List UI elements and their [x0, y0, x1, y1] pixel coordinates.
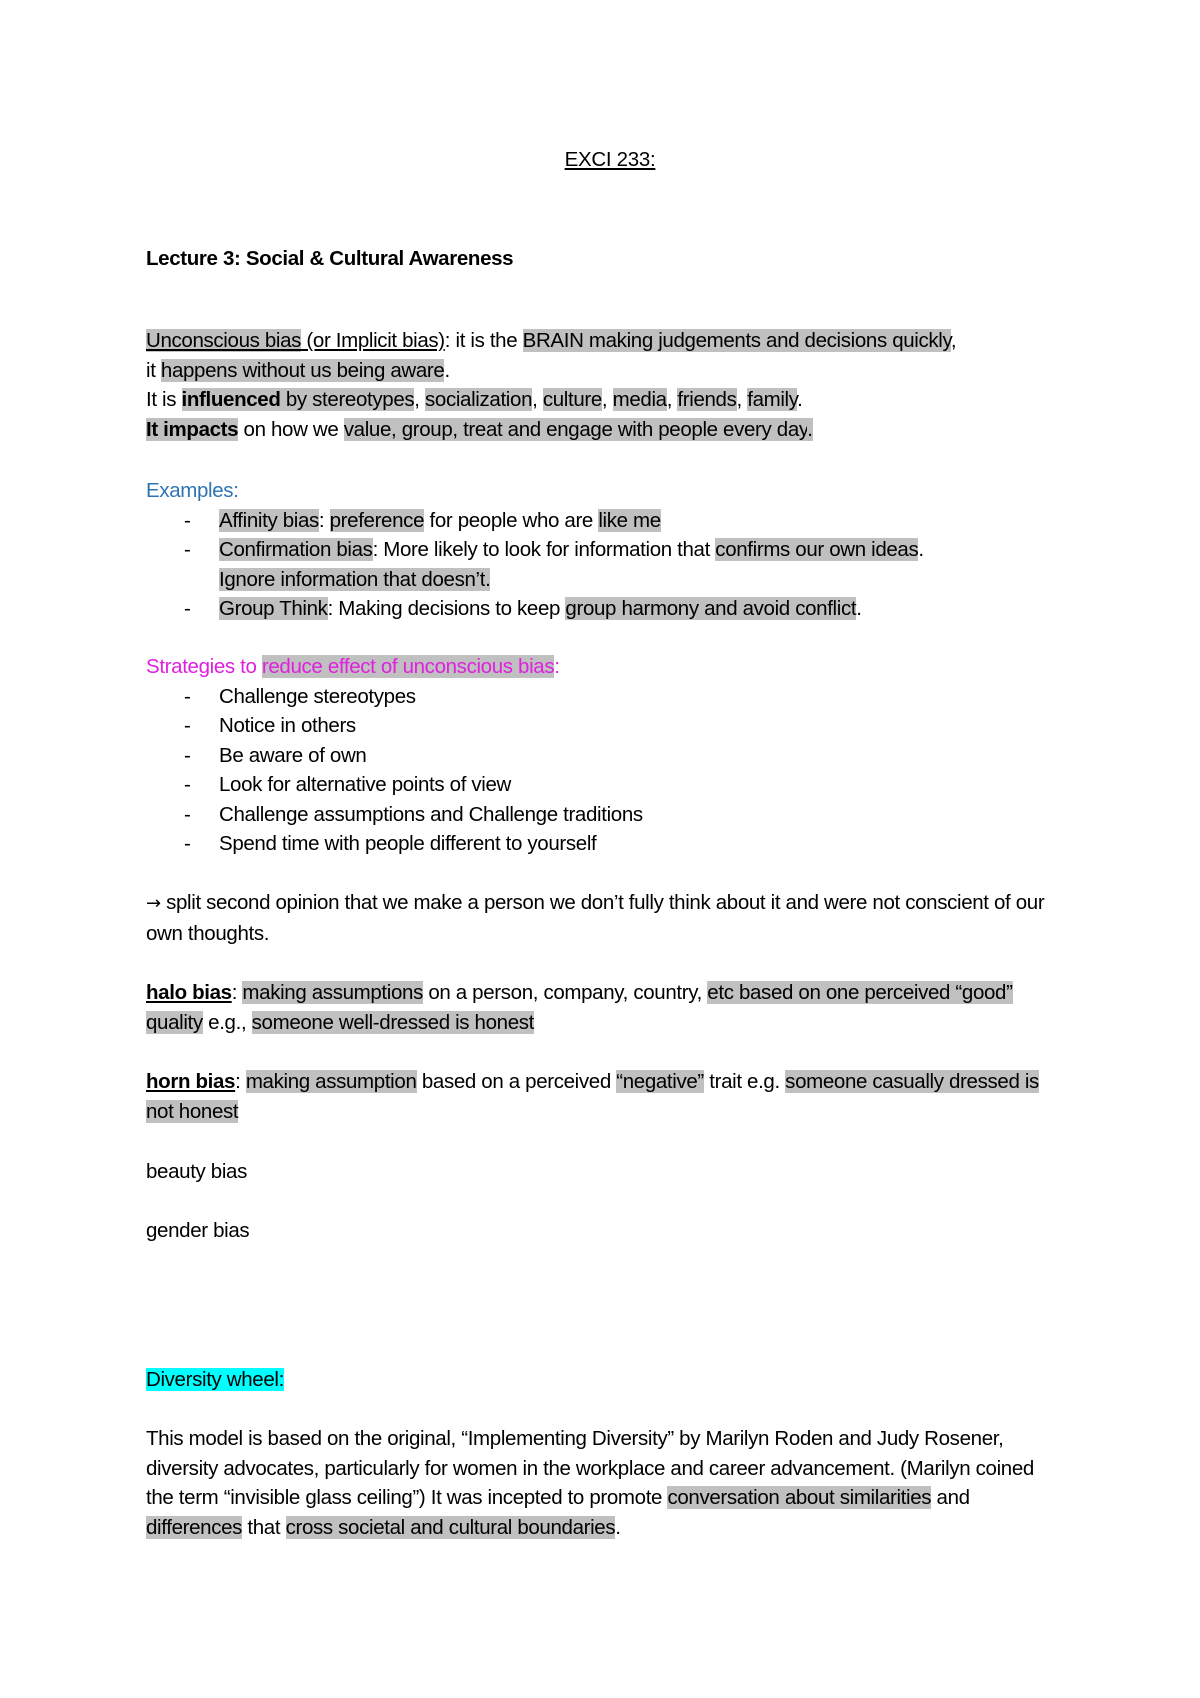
unconscious-bias-paragraph — [146, 326, 1066, 444]
ub-definition: BRAIN making judgements and decisions quickly — [522, 329, 951, 352]
list-item: - Challenge stereotypes — [146, 682, 1066, 712]
course-title: EXCI 233: — [564, 148, 656, 171]
ub-alt-term: (or Implicit bias) — [301, 329, 445, 352]
diversity-highlight: differences — [146, 1515, 243, 1539]
list-item: - Notice in others — [146, 711, 1066, 741]
example-text: . — [918, 538, 924, 561]
diversity-text: that — [242, 1515, 286, 1539]
diversity-text: and — [931, 1486, 970, 1509]
ub-line4-text: on how we — [238, 417, 344, 441]
example-highlight: preference — [329, 508, 425, 532]
horn-highlight: someone casually dressed is not honest — [146, 1070, 1039, 1123]
ub-line3-prefix: It is — [146, 388, 182, 411]
ub-line2-prefix: it — [146, 358, 161, 382]
strategies-heading-end: : — [554, 655, 560, 678]
strategies-list — [146, 682, 1066, 859]
halo-highlight: etc based on one perceived “good” quality — [146, 981, 1013, 1034]
diversity-text: This model is based on the original, “Implementing Diversity” by Marilyn Roden and Judy Rosener, diversity advocates, particularly for women in the workplace and career advancement. (Marilyn coined the term “invisible glass ceiling”) It was incepted to promote — [146, 1427, 1034, 1509]
example-highlight: Ignore information that doesn’t — [219, 567, 486, 591]
sep: : — [318, 508, 330, 532]
halo-highlight: someone well-dressed is honest — [251, 1010, 535, 1034]
sep: , — [532, 388, 543, 411]
ub-line3-end: . — [797, 388, 803, 411]
ub-term: Unconscious bias — [146, 329, 302, 352]
list-item: - Challenge assumptions and Challenge traditions — [146, 800, 1066, 830]
diversity-highlight: cross societal and cultural boundaries — [285, 1515, 616, 1539]
horn-highlight: making assumption — [245, 1070, 417, 1093]
halo-highlight: making assumptions — [242, 981, 423, 1004]
strategies-heading-highlight: reduce effect of unconscious bias — [261, 655, 555, 678]
lecture-heading: Lecture 3: Social & Cultural Awareness — [146, 247, 514, 270]
strategies-heading-prefix: Strategies to — [146, 655, 262, 678]
diversity-wheel-heading-text: Diversity wheel: — [146, 1368, 284, 1391]
ub-line2-highlight: happens without us being aware — [160, 358, 445, 382]
sep: : — [231, 981, 243, 1004]
gender-bias: gender bias — [146, 1219, 250, 1242]
strategies-section — [146, 652, 1066, 859]
ub-stereotypes: by stereotypes — [280, 388, 415, 411]
sep: , — [666, 388, 678, 411]
example-term: Group Think — [219, 597, 328, 620]
halo-bias-term: halo bias — [146, 981, 232, 1004]
example-term: Affinity bias — [219, 508, 319, 532]
horn-bias-term: horn bias — [146, 1070, 236, 1093]
split-second-note — [146, 888, 1066, 948]
list-item: - Be aware of own — [146, 741, 1066, 771]
ub-influenced: influenced — [181, 388, 281, 411]
strategies-heading — [146, 652, 1066, 682]
example-text: . — [856, 597, 862, 620]
ub-friends: friends — [677, 388, 737, 411]
sep: , — [736, 388, 748, 411]
list-item: - Spend time with people different to yourself — [146, 829, 1066, 859]
halo-text: on a person, company, country, — [422, 981, 708, 1004]
ub-line4-highlight: value, group, treat and engage with people every day — [343, 417, 808, 441]
ub-media: media — [612, 388, 667, 411]
list-item: - Look for alternative points of view — [146, 770, 1066, 800]
example-end: . — [485, 567, 491, 591]
list-item — [146, 594, 1066, 624]
diversity-wheel-paragraph — [146, 1424, 1066, 1542]
examples-heading: Examples: — [146, 479, 239, 502]
examples-list — [146, 506, 1066, 624]
ub-family: family — [747, 388, 798, 411]
sep: : — [235, 1070, 246, 1093]
examples-section — [146, 476, 1066, 624]
ub-line-2 — [146, 356, 1066, 386]
halo-bias-paragraph — [146, 978, 1066, 1037]
ub-line2-end: . — [444, 358, 450, 382]
ub-socialization: socialization — [425, 388, 533, 411]
ub-comma: , — [950, 329, 957, 352]
example-term: Confirmation bias — [219, 538, 373, 561]
diversity-highlight: conversation about similarities — [667, 1486, 932, 1509]
example-highlight: confirms our own ideas — [715, 538, 919, 561]
beauty-bias: beauty bias — [146, 1160, 248, 1183]
ub-line-3 — [146, 385, 1066, 415]
example-highlight: group harmony and avoid conflict — [565, 597, 857, 620]
ub-line-1 — [146, 326, 1066, 356]
diversity-wheel-heading — [146, 1365, 1066, 1395]
ub-line4-end: . — [807, 417, 813, 441]
arrow-right-icon: → — [146, 893, 161, 914]
ub-impacts: It impacts — [146, 417, 239, 441]
note-text: split second opinion that we make a person we don’t fully think about it and were not conscient of our own thoughts. — [146, 891, 1045, 945]
ub-colon: : it is the — [444, 329, 523, 352]
list-item — [146, 506, 1066, 536]
horn-text: based on a perceived — [416, 1070, 617, 1093]
horn-text: trait e.g. — [703, 1070, 786, 1093]
ub-line-4 — [146, 415, 1066, 445]
sep: , — [601, 388, 613, 411]
example-text: for people who are — [424, 508, 599, 532]
example-highlight: like me — [598, 508, 661, 532]
example-text: : Making decisions to keep — [327, 597, 566, 620]
halo-text: e.g., — [202, 1010, 252, 1034]
sep: , — [414, 388, 425, 411]
horn-bias-paragraph — [146, 1067, 1066, 1126]
ub-culture: culture — [542, 388, 602, 411]
diversity-end: . — [615, 1515, 621, 1539]
list-item — [146, 535, 1066, 594]
horn-highlight: “negative” — [616, 1070, 704, 1093]
example-text: : More likely to look for information that — [372, 538, 716, 561]
